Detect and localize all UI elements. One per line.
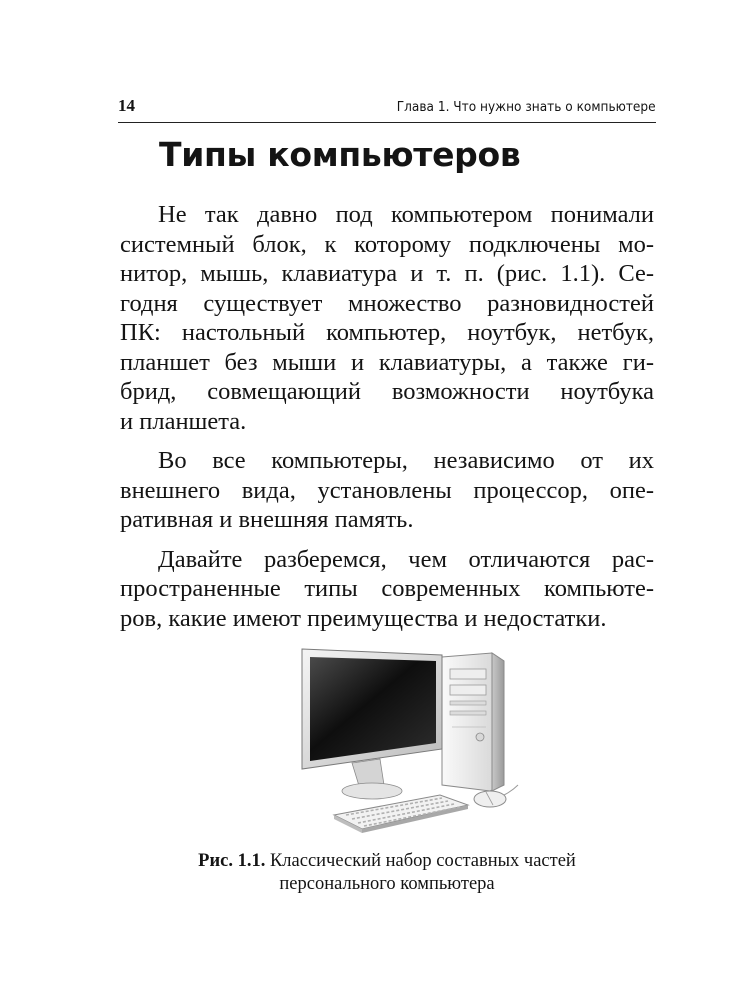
text-line: Давайте разберемся, чем отличаются рас- bbox=[158, 545, 654, 573]
paragraph-2 bbox=[120, 446, 654, 535]
text-line: ров, какие имеют преимущества и недостатки. bbox=[120, 604, 607, 632]
keyboard-icon bbox=[334, 795, 468, 833]
text-line: Во все компьютеры, независимо от их bbox=[158, 447, 654, 474]
body-text bbox=[120, 200, 654, 643]
chapter-title: Глава 1. Что нужно знать о компьютере bbox=[397, 99, 656, 115]
page-number: 14 bbox=[118, 96, 135, 115]
caption-text-2: персонального компьютера bbox=[279, 874, 495, 894]
paragraph-1 bbox=[120, 200, 654, 436]
system-unit-icon bbox=[442, 653, 504, 791]
text-line: пространенные типы современных компьюте- bbox=[120, 575, 654, 602]
text-line: системный блок, к которому подключены мо- bbox=[120, 230, 654, 258]
section-title: Типы компьютеров bbox=[159, 135, 521, 174]
text-line: планшет без мыши и клавиатуры, а также ги- bbox=[120, 348, 654, 376]
text-line: ративная и внешняя память. bbox=[120, 506, 414, 533]
text-line: брид, совмещающий возможности ноутбука bbox=[120, 378, 654, 405]
text-line: нитор, мышь, клавиатура и т. п. (рис. 1.1). Се- bbox=[120, 260, 654, 287]
running-head bbox=[118, 96, 656, 123]
text-line: Не так давно под компьютером понимали bbox=[158, 201, 654, 228]
text-line: и планшета. bbox=[120, 407, 247, 435]
caption-line-1 bbox=[120, 850, 654, 873]
caption-text-1: Классический набор составных частей bbox=[269, 851, 576, 871]
computer-illustration bbox=[290, 645, 530, 845]
text-line: ПК: настольный компьютер, ноутбук, нетбук, bbox=[120, 319, 654, 346]
figure-label: Рис. 1.1. bbox=[198, 851, 266, 871]
text-line: внешнего вида, установлены процессор, опе- bbox=[120, 476, 654, 504]
monitor-icon bbox=[302, 649, 442, 799]
figure-caption bbox=[120, 850, 654, 896]
paragraph-3 bbox=[120, 545, 654, 634]
text-line: годня существует множество разновидностей bbox=[120, 289, 654, 317]
